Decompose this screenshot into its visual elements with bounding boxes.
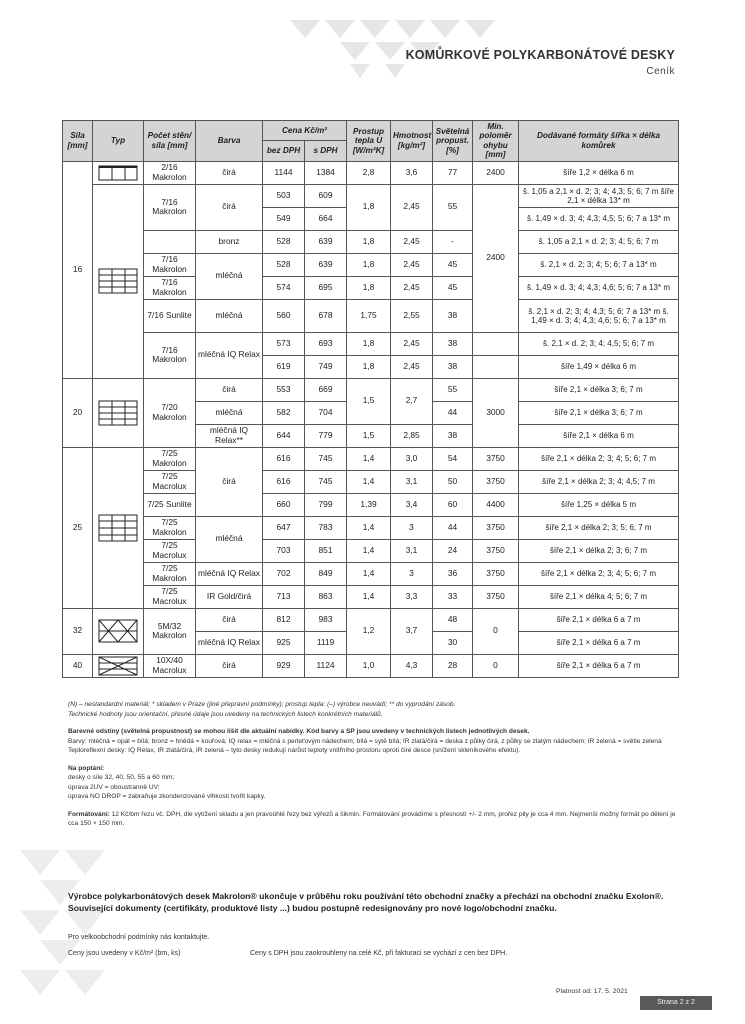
hmotnost-cell: 2,85	[391, 424, 433, 447]
table-row	[63, 447, 679, 470]
reflex-note: Teploreflexní desky: IQ Relax, IR zlatá/čirá, IR zelená – tyto desky redukují nárůst teploty vnitřního prostoru oproti čiré desce (snížení skleníkového efektu).	[68, 747, 521, 755]
page-subtitle: Ceník	[646, 66, 675, 77]
hmotnost-cell: 2,55	[391, 299, 433, 332]
format-cell: šíře 2,1 × délka 2; 3; 4; 5; 6; 7 m	[519, 562, 679, 585]
order-item: desky o síle 32, 40, 50, 55 a 60 mm;	[68, 774, 175, 782]
svetelna-cell: 36	[433, 562, 473, 585]
polomer-cell: 3750	[473, 539, 519, 562]
s-dph-cell: 783	[305, 516, 347, 539]
hmotnost-cell: 3,7	[391, 608, 433, 654]
s-dph-cell: 678	[305, 299, 347, 332]
bez-dph-cell: 574	[263, 276, 305, 299]
format-cell: šíře 1,49 × délka 6 m	[519, 355, 679, 378]
notes-section	[68, 700, 678, 829]
pocet-cell: 7/25 Makrolon	[144, 516, 196, 539]
cutting-label: Formátování:	[68, 810, 110, 818]
hmotnost-cell: 2,45	[391, 355, 433, 378]
bez-dph-cell: 553	[263, 378, 305, 401]
barva-cell: mléčná	[196, 299, 263, 332]
svetelna-cell: 77	[433, 161, 473, 184]
hmotnost-cell: 3	[391, 516, 433, 539]
format-cell: šíře 2,1 × délka 3; 6; 7 m	[519, 401, 679, 424]
s-dph-cell: 745	[305, 447, 347, 470]
s-dph-cell: 664	[305, 207, 347, 230]
format-cell: š. 1,05 a 2,1 × d. 2; 3; 4; 5; 6; 7 m	[519, 230, 679, 253]
polomer-cell: 3750	[473, 516, 519, 539]
table-row	[63, 654, 679, 677]
s-dph-cell: 695	[305, 276, 347, 299]
bez-dph-cell: 703	[263, 539, 305, 562]
header-polomer: Min. poloměr ohybu [mm]	[473, 121, 519, 162]
format-cell: šíře 2,1 × délka 2; 3; 6; 7 m	[519, 539, 679, 562]
svetelna-cell: 24	[433, 539, 473, 562]
colors-note: Barvy: mléčná = opál = bílá; bronz = hnědá = kouřová; IQ relax = mléčná s perleťovým nádechem; bílá = sytě bílá; IR zlatá/čirá = deska z půlky čirá, z půlky se zlatým nádechem; IR zelená = světle zelená	[68, 737, 662, 745]
prostup-cell: 1,8	[347, 332, 391, 355]
page-title: KOMŮRKOVÉ POLYKARBONÁTOVÉ DESKY	[405, 48, 675, 62]
barva-cell: mléčná	[196, 516, 263, 562]
polomer-cell: 3750	[473, 470, 519, 493]
svetelna-cell: -	[433, 230, 473, 253]
prostup-cell: 1,5	[347, 378, 391, 424]
bez-dph-cell: 616	[263, 470, 305, 493]
page-number: Strana 2 z 2	[640, 996, 712, 1010]
polomer-cell: 3750	[473, 562, 519, 585]
pocet-cell: 7/16 Makrolon	[144, 276, 196, 299]
svetelna-cell: 28	[433, 654, 473, 677]
header-typ: Typ	[93, 121, 144, 162]
pocet-cell: 10X/40 Macrolux	[144, 654, 196, 677]
pocet-cell: 2/16 Makrolon	[144, 161, 196, 184]
s-dph-cell: 704	[305, 401, 347, 424]
order-title: Na poptání:	[68, 764, 105, 772]
bez-dph-cell: 929	[263, 654, 305, 677]
bez-dph-cell: 616	[263, 447, 305, 470]
pocet-cell: 7/25 Makrolon	[144, 562, 196, 585]
profile-7wall-icon	[93, 378, 144, 447]
barva-cell: čirá	[196, 184, 263, 230]
svetelna-cell: 55	[433, 184, 473, 230]
polomer-cell: 3750	[473, 447, 519, 470]
s-dph-cell: 851	[305, 539, 347, 562]
hmotnost-cell: 2,45	[391, 184, 433, 230]
s-dph-cell: 779	[305, 424, 347, 447]
svetelna-cell: 38	[433, 355, 473, 378]
table-row	[63, 161, 679, 184]
svetelna-cell: 30	[433, 631, 473, 654]
profile-2wall-icon	[93, 161, 144, 184]
table-row	[63, 562, 679, 585]
svetelna-cell: 44	[433, 516, 473, 539]
format-cell: šíře 2,1 × délka 2; 3; 4; 4,5; 7 m	[519, 470, 679, 493]
polomer-cell	[473, 355, 519, 378]
table-row	[63, 332, 679, 355]
pocet-cell: 7/25 Macrolux	[144, 585, 196, 608]
bez-dph-cell: 528	[263, 230, 305, 253]
hmotnost-cell: 3,1	[391, 470, 433, 493]
header-formaty: Dodávané formáty šířka × délka komůrek	[519, 121, 679, 162]
bez-dph-cell: 549	[263, 207, 305, 230]
svetelna-cell: 33	[433, 585, 473, 608]
format-cell: š. 2,1 × d. 2; 3; 4; 4,3; 5; 6; 7 a 13* m š. 1,49 × d. 3; 4; 4,3; 4,6; 5; 6; 7 a 13* m	[519, 299, 679, 332]
barva-cell: mléčná IQ Relax	[196, 562, 263, 585]
prostup-cell: 1,2	[347, 608, 391, 654]
hmotnost-cell: 2,45	[391, 253, 433, 276]
svetelna-cell: 50	[433, 470, 473, 493]
sila-cell: 20	[63, 378, 93, 447]
sila-cell: 32	[63, 608, 93, 654]
header-s-dph: s DPH	[305, 141, 347, 161]
polomer-cell: 4400	[473, 493, 519, 516]
units-note: Ceny jsou uvedeny v Kč/m² (bm, ks)	[68, 950, 181, 957]
bez-dph-cell: 619	[263, 355, 305, 378]
svetelna-cell: 55	[433, 378, 473, 401]
pocet-cell: 7/16 Makrolon	[144, 332, 196, 378]
table-row	[63, 470, 679, 493]
svetelna-cell: 44	[433, 401, 473, 424]
hmotnost-cell: 3,3	[391, 585, 433, 608]
polomer-cell	[473, 332, 519, 355]
validity-date: Platnost od: 17. 5. 2021	[556, 988, 628, 995]
pocet-cell: 7/16 Makrolon	[144, 184, 196, 230]
pocet-cell: 7/25 Macrolux	[144, 539, 196, 562]
profile-7wall-icon	[93, 184, 144, 378]
header-bez-dph: bez DPH	[263, 141, 305, 161]
bez-dph-cell: 1144	[263, 161, 305, 184]
format-cell: š. 1,49 × d. 3; 4; 4,3; 4,6; 5; 6; 7 a 13* m	[519, 276, 679, 299]
prostup-cell: 1,75	[347, 299, 391, 332]
table-row	[63, 253, 679, 276]
s-dph-cell: 693	[305, 332, 347, 355]
format-cell: šíře 1,25 × délka 5 m	[519, 493, 679, 516]
barva-cell: mléčná	[196, 401, 263, 424]
legend-note: (N) – nestandardní materiál; * skladem v Praze (jiné přepravní podmínky); prostup tepla: (–) výrobce neuvádí; ** do vyprodání zásob.	[68, 701, 456, 708]
prostup-cell: 1,8	[347, 230, 391, 253]
format-cell: šíře 2,1 × délka 3; 6; 7 m	[519, 378, 679, 401]
s-dph-cell: 745	[305, 470, 347, 493]
svetelna-cell: 60	[433, 493, 473, 516]
format-cell: šíře 2,1 × délka 4; 5; 6; 7 m	[519, 585, 679, 608]
prostup-cell: 1,8	[347, 253, 391, 276]
hmotnost-cell: 2,45	[391, 230, 433, 253]
table-row	[63, 276, 679, 299]
prostup-cell: 1,8	[347, 184, 391, 230]
prostup-cell: 1,4	[347, 470, 391, 493]
hmotnost-cell: 3	[391, 562, 433, 585]
price-table	[62, 120, 679, 678]
hmotnost-cell: 2,45	[391, 276, 433, 299]
table-row	[63, 608, 679, 631]
format-cell: šíře 2,1 × délka 2; 3; 4; 5; 6; 7 m	[519, 447, 679, 470]
header-hmotnost: Hmotnost [kg/m²]	[391, 121, 433, 162]
contact-note: Pro velkoobchodní podmínky nás kontaktujte.	[68, 934, 210, 941]
bez-dph-cell: 647	[263, 516, 305, 539]
s-dph-cell: 1384	[305, 161, 347, 184]
hmotnost-cell: 3,1	[391, 539, 433, 562]
footer-triangle-decoration	[20, 840, 240, 1020]
sila-cell: 25	[63, 447, 93, 608]
cutting-note	[68, 810, 678, 829]
svetelna-cell: 48	[433, 608, 473, 631]
prostup-cell: 1,0	[347, 654, 391, 677]
barva-cell: mléčná IQ Relax	[196, 631, 263, 654]
format-cell: š. 1,05 a 2,1 × d. 2; 3; 4; 4,3; 5; 6; 7 m šíře 2,1 × délka 13* m	[519, 184, 679, 207]
prostup-cell: 1,4	[347, 585, 391, 608]
sila-cell: 16	[63, 161, 93, 378]
barva-cell: čirá	[196, 654, 263, 677]
bez-dph-cell: 582	[263, 401, 305, 424]
polomer-cell: 3000	[473, 378, 519, 447]
s-dph-cell: 799	[305, 493, 347, 516]
tech-note: Technické hodnoty jsou orientační, přesné údaje jsou uvedeny na technických listech konkrétních materiálů.	[68, 710, 383, 718]
polomer-cell: 2400	[473, 184, 519, 332]
bez-dph-cell: 644	[263, 424, 305, 447]
barva-cell: mléčná IQ Relax**	[196, 424, 263, 447]
sila-cell: 40	[63, 654, 93, 677]
s-dph-cell: 863	[305, 585, 347, 608]
prostup-cell: 1,8	[347, 276, 391, 299]
table-row	[63, 539, 679, 562]
svetelna-cell: 38	[433, 424, 473, 447]
pocet-cell: 7/25 Macrolux	[144, 470, 196, 493]
table-header-row	[63, 121, 679, 141]
table-row	[63, 230, 679, 253]
table-row	[63, 184, 679, 207]
cutting-text: 12 Kč/bm řezu vč. DPH, dle vytížení skladu a jen pravoúhlé řezy bez výřezů a šikmin. Formátování provádíme s přesností +/- 2 mm, prořez pily je cca 4 mm. Nejmenší možný formát po dělení je cca 150 × 150 mm.	[68, 810, 676, 828]
s-dph-cell: 1119	[305, 631, 347, 654]
table-row	[63, 299, 679, 332]
color-note-title: Barevné odstíny (světelná propustnost) se mohou lišit dle aktuální nabídky. Kód barvy a SP jsou uvedeny v technických listech jednotlivých desek.	[68, 728, 530, 736]
s-dph-cell: 639	[305, 253, 347, 276]
s-dph-cell: 749	[305, 355, 347, 378]
svetelna-cell: 45	[433, 276, 473, 299]
barva-cell: mléčná IQ Relax	[196, 332, 263, 378]
format-cell: š. 2,1 × d. 2; 3; 4; 5; 6; 7 a 13* m	[519, 253, 679, 276]
pocet-cell: 7/25 Sunlite	[144, 493, 196, 516]
prostup-cell: 1,4	[347, 562, 391, 585]
dph-note: Ceny s DPH jsou zaokrouhleny na celé Kč, při fakturaci se vychází z cen bez DPH.	[250, 950, 508, 957]
s-dph-cell: 1124	[305, 654, 347, 677]
s-dph-cell: 639	[305, 230, 347, 253]
bez-dph-cell: 925	[263, 631, 305, 654]
table-row	[63, 378, 679, 401]
barva-cell: čirá	[196, 608, 263, 631]
hmotnost-cell: 3,6	[391, 161, 433, 184]
format-cell: šíře 2,1 × délka 2; 3; 5; 6; 7 m	[519, 516, 679, 539]
header-prostup: Prostup tepla U [W/m²K]	[347, 121, 391, 162]
pocet-cell	[144, 230, 196, 253]
prostup-cell: 2,8	[347, 161, 391, 184]
barva-cell: IR Gold/čirá	[196, 585, 263, 608]
svetelna-cell: 38	[433, 299, 473, 332]
format-cell: š. 2,1 × d. 2; 3; 4; 4,5; 5; 6; 7 m	[519, 332, 679, 355]
pocet-cell: 7/16 Makrolon	[144, 253, 196, 276]
barva-cell: mléčná	[196, 253, 263, 299]
bez-dph-cell: 503	[263, 184, 305, 207]
table-row	[63, 493, 679, 516]
profile-7wall-icon	[93, 447, 144, 608]
svetelna-cell: 54	[433, 447, 473, 470]
s-dph-cell: 609	[305, 184, 347, 207]
format-cell: š. 1,49 × d. 3; 4; 4,3; 4,5; 5; 6; 7 a 13* m	[519, 207, 679, 230]
table-row	[63, 585, 679, 608]
s-dph-cell: 983	[305, 608, 347, 631]
prostup-cell: 1,4	[347, 516, 391, 539]
pocet-cell: 7/20 Makrolon	[144, 378, 196, 447]
hmotnost-cell: 4,3	[391, 654, 433, 677]
format-cell: šíře 2,1 × délka 6 a 7 m	[519, 608, 679, 631]
bez-dph-cell: 560	[263, 299, 305, 332]
bez-dph-cell: 812	[263, 608, 305, 631]
hmotnost-cell: 2,7	[391, 378, 433, 424]
s-dph-cell: 669	[305, 378, 347, 401]
svetelna-cell: 38	[433, 332, 473, 355]
s-dph-cell: 849	[305, 562, 347, 585]
bez-dph-cell: 713	[263, 585, 305, 608]
pocet-cell: 7/25 Makrolon	[144, 447, 196, 470]
barva-cell: čirá	[196, 378, 263, 401]
polomer-cell: 0	[473, 654, 519, 677]
hmotnost-cell: 3,4	[391, 493, 433, 516]
profile-10x-icon	[93, 654, 144, 677]
barva-cell: čirá	[196, 447, 263, 516]
bez-dph-cell: 528	[263, 253, 305, 276]
makrolon-announcement: Výrobce polykarbonátových desek Makrolon® ukončuje v průběhu roku používání této obchodní značky a přechází na obchodní značku Exolon®. Související dokumenty (certifikáty, produktové listy ...) budou postupně redesignovány pro nové logo/obchodní značku.	[68, 891, 664, 914]
prostup-cell: 1,4	[347, 447, 391, 470]
bez-dph-cell: 702	[263, 562, 305, 585]
format-cell: šíře 2,1 × délka 6 a 7 m	[519, 631, 679, 654]
pocet-cell: 7/16 Sunlite	[144, 299, 196, 332]
prostup-cell: 1,39	[347, 493, 391, 516]
bez-dph-cell: 660	[263, 493, 305, 516]
polomer-cell: 2400	[473, 161, 519, 184]
hmotnost-cell: 3,0	[391, 447, 433, 470]
format-cell: šíře 2,1 × délka 6 a 7 m	[519, 654, 679, 677]
profile-5m-icon	[93, 608, 144, 654]
hmotnost-cell: 2,45	[391, 332, 433, 355]
barva-cell: čirá	[196, 161, 263, 184]
header-cena: Cena Kč/m²	[263, 121, 347, 141]
format-cell: šíře 1,2 × délka 6 m	[519, 161, 679, 184]
header-barva: Barva	[196, 121, 263, 162]
barva-cell: bronz	[196, 230, 263, 253]
svetelna-cell: 45	[433, 253, 473, 276]
order-item: úprava NO DROP = zabraňuje zkondenzované vlhkosti tvořit kapky.	[68, 793, 266, 801]
polomer-cell: 0	[473, 608, 519, 654]
bez-dph-cell: 573	[263, 332, 305, 355]
header-sila: Síla [mm]	[63, 121, 93, 162]
header-svetelna: Světelná propust. [%]	[433, 121, 473, 162]
header-pocet: Počet stěn/ síla [mm]	[144, 121, 196, 162]
table-row	[63, 516, 679, 539]
format-cell: šíře 2,1 × délka 6 m	[519, 424, 679, 447]
prostup-cell: 1,4	[347, 539, 391, 562]
prostup-cell: 1,5	[347, 424, 391, 447]
pocet-cell: 5M/32 Makrolon	[144, 608, 196, 654]
prostup-cell: 1,8	[347, 355, 391, 378]
order-item: úprava 2UV = oboustranně UV;	[68, 783, 160, 791]
polomer-cell: 3750	[473, 585, 519, 608]
